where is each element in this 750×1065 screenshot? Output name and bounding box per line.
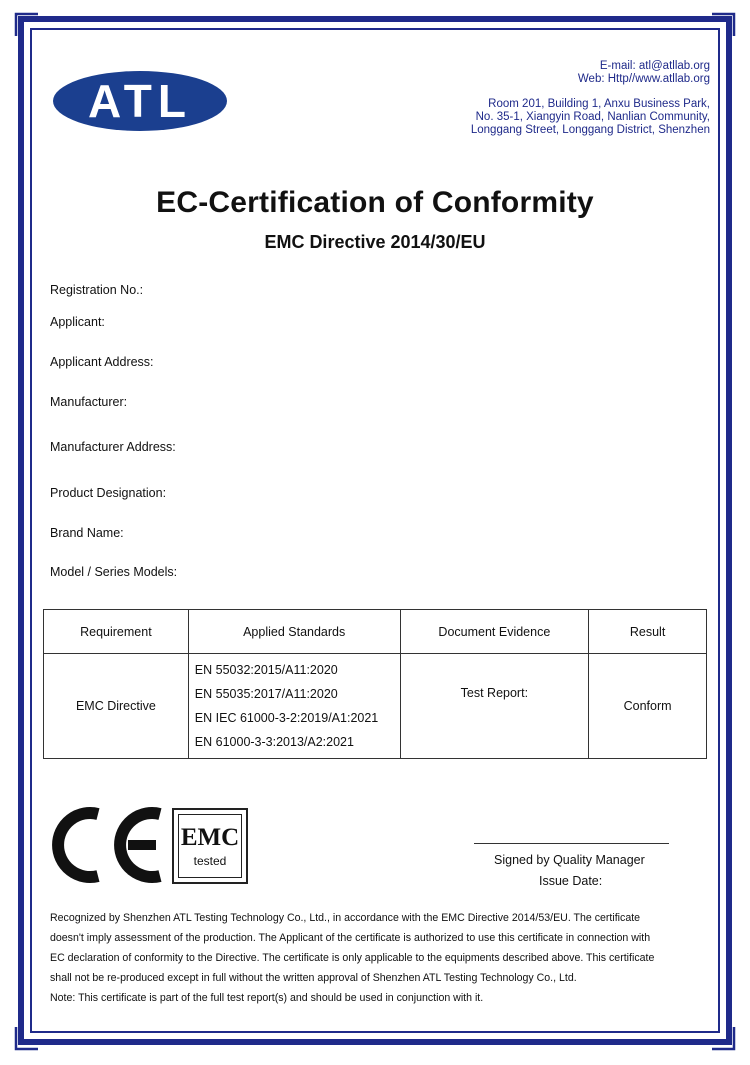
footer-line: Recognized by Shenzhen ATL Testing Technology Co., Ltd., in accordance with the EMC Directive 2014/53/EU. The certificate xyxy=(50,912,641,924)
standards-cell xyxy=(188,654,400,759)
footer-line: shall not be re-produced except in full without the written approval of Shenzhen ATL Testing Technology Co., Ltd. xyxy=(50,972,577,984)
emc-tested-mark xyxy=(172,808,248,884)
signature-line xyxy=(474,843,669,844)
corner-ornament-icon xyxy=(14,1025,40,1051)
header-document-evidence: Document Evidence xyxy=(400,610,589,654)
manufacturer-address-label: Manufacturer Address: xyxy=(50,440,176,454)
applicant-address-label: Applicant Address: xyxy=(50,355,154,369)
ce-mark-icon xyxy=(52,804,164,886)
certificate-subtitle: EMC Directive 2014/30/EU xyxy=(264,232,486,252)
signed-by-label: Signed by Quality Manager xyxy=(494,853,645,867)
issue-date-label: Issue Date: xyxy=(539,874,603,888)
table-header-row xyxy=(44,610,707,654)
contact-email: E-mail: atl@atllab.org xyxy=(599,60,710,72)
corner-ornament-icon xyxy=(710,1025,736,1051)
requirement-cell: EMC Directive xyxy=(44,654,189,759)
logo-text: ATL xyxy=(87,75,193,127)
emc-mark-subtitle: tested xyxy=(193,854,227,868)
standard-item: EN IEC 61000-3-2:2019/A1:2021 xyxy=(194,711,379,725)
address-line: Room 201, Building 1, Anxu Business Park, xyxy=(488,98,710,110)
result-cell: Conform xyxy=(589,654,707,759)
applicant-label: Applicant: xyxy=(50,315,105,329)
model-series-label: Model / Series Models: xyxy=(50,565,178,579)
header-result: Result xyxy=(589,610,707,654)
footer-line: EC declaration of conformity to the Directive. The certificate is only applicable to the equipments described above. This certificate xyxy=(50,952,655,964)
standard-item: EN 55032:2015/A11:2020 xyxy=(194,663,338,677)
address-line: Longgang Street, Longgang District, Shenzhen xyxy=(470,124,710,136)
address-line: No. 35-1, Xiangyin Road, Nanlian Community, xyxy=(475,111,710,123)
certificate-title: EC-Certification of Conformity xyxy=(156,186,594,219)
header-applied-standards: Applied Standards xyxy=(188,610,400,654)
registration-no-label: Registration No.: xyxy=(50,283,144,297)
brand-name-label: Brand Name: xyxy=(50,526,124,540)
footer-line: Note: This certificate is part of the full test report(s) and should be used in conjunction with it. xyxy=(50,992,484,1004)
standard-item: EN 55035:2017/A11:2020 xyxy=(194,687,338,701)
footer-line: doesn't imply assessment of the production. The Applicant of the certificate is authorized to use this certificate in connection with xyxy=(50,932,651,944)
contact-block xyxy=(471,60,710,137)
atl-logo xyxy=(52,70,228,132)
manufacturer-label: Manufacturer: xyxy=(50,395,128,409)
product-designation-label: Product Designation: xyxy=(50,486,167,500)
corner-ornament-icon xyxy=(710,12,736,38)
standards-table xyxy=(43,609,707,759)
evidence-cell: Test Report: xyxy=(400,654,589,759)
emc-mark-title: EMC xyxy=(180,824,240,851)
corner-ornament-icon xyxy=(14,12,40,38)
header-requirement: Requirement xyxy=(44,610,189,654)
standard-item: EN 61000-3-3:2013/A2:2021 xyxy=(194,735,354,749)
table-row xyxy=(44,654,707,759)
certificate-footer xyxy=(50,908,702,1008)
contact-web: Web: Http//www.atllab.org xyxy=(577,73,710,85)
